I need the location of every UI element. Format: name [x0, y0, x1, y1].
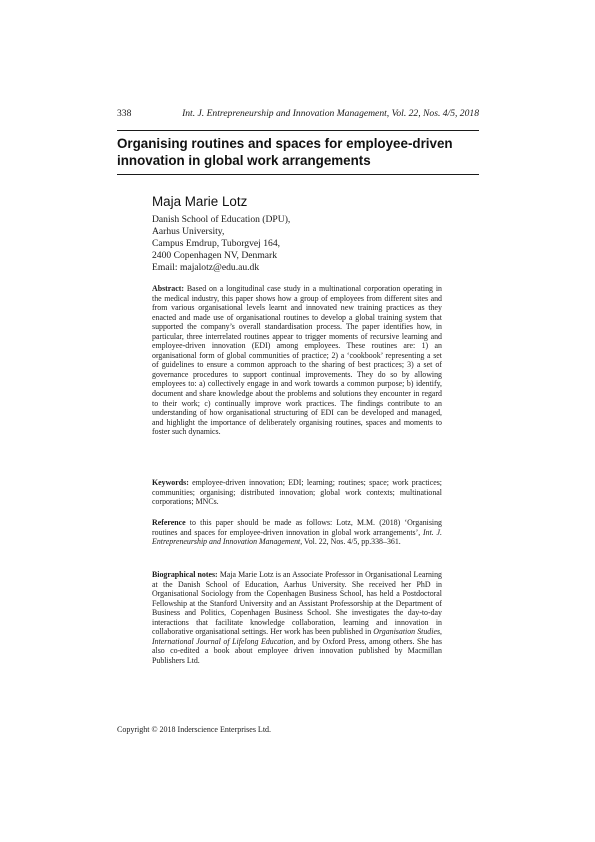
affiliation-line: Danish School of Education (DPU), [152, 214, 291, 225]
abstract [152, 284, 442, 437]
copyright-notice: Copyright © 2018 Inderscience Enterprises Ltd. [117, 725, 272, 734]
bio-journal-2: International Journal of Lifelong Education [152, 636, 294, 646]
keywords-label: Keywords: [152, 478, 189, 487]
reference-details: , Vol. 22, Nos. 4/5, pp.338–361. [300, 537, 401, 547]
bio-separator: , [440, 627, 443, 637]
reference [152, 518, 442, 547]
abstract-label: Abstract: [152, 284, 184, 293]
journal-citation: Int. J. Entrepreneurship and Innovation Management, Vol. 22, Nos. 4/5, 2018 [182, 108, 479, 119]
keywords [152, 478, 442, 507]
affiliation-line: 2400 Copenhagen NV, Denmark [152, 250, 278, 262]
paper-title: Organising routines and spaces for employee-driven innovation in global work arrangements [117, 136, 453, 168]
title-top-rule [117, 130, 479, 131]
title-bottom-rule [117, 174, 479, 175]
bio-label: Biographical notes: [152, 570, 218, 579]
biographical-notes [152, 570, 442, 665]
affiliation-line: Campus Emdrup, Tuborgvej 164, [152, 238, 281, 250]
reference-label: Reference [152, 518, 186, 527]
reference-text: to this paper should be made as follows: Lotz, M.M. (2018) ‘Organising routines and spaces for employee-driven innovation in global work arrangements’, [152, 518, 442, 537]
keywords-text: employee-driven innovation; EDI; learning; routines; space; work practices; communities; organising; distributed innovation; global work contexts; multinational corporations; MNCs. [152, 478, 442, 507]
author-affiliation [152, 214, 482, 274]
author-name: Maja Marie Lotz [152, 194, 248, 209]
bio-text: Maja Marie Lotz is an Associate Professor in Organisational Learning at the Danish School of Education, Aarhus University. She received her PhD in Organisational Sociology from the Copenhagen Business School, has held a Postdoctoral Fellowship at the Stanford University and an Assistant Professorship at the Department of Business and Politics, Copenhagen Business School. She investigates the day-to-day interactions that facilitate knowledge collaboration, learning and innovation in collaborative organisational settings. Her work has been published in [152, 570, 443, 637]
bio-text-end: , and by Oxford Press, among others. She has also co-edited a book about employee driven innovation published by Macmillan Publishers Ltd. [152, 636, 442, 665]
bio-journal-1: Organisation Studies [373, 627, 441, 637]
affiliation-line: Aarhus University, [152, 226, 225, 238]
page-number: 338 [117, 108, 132, 119]
reference-journal: Int. J. Entrepreneurship and Innovation Management [152, 527, 443, 547]
author-email[interactable]: Email: majalotz@edu.au.dk [152, 262, 260, 274]
abstract-text: Based on a longitudinal case study in a multinational corporation operating in the medical industry, this paper shows how a group of employees from different sites and from various organisational levels learnt and innovated new training practices as they enacted and made use of organisational routines to develop a global training system that supported the company’s overall standardisation process. The paper identifies how, in particular, three interrelated routines appear to trigger moments of recursive learning and employee-driven innovation (EDI) among employees. These routines are: 1) an organisational form of global communities of practice; 2) a ‘cookbook’ representing a set of guidelines to ensure a common approach to the sharing of best practices; 3) a set of governance procedures to support continual improvements. They do so by allowing employees to: a) collectively engage in and work towards a common purpose; b) identify, document and share knowledge about the problems and solutions they encounter in regard to their work; c) continually improve work practices. The findings contribute to an understanding of how organisational structuring of EDI can be developed and managed, and highlight the importance of deliberately organising routines, spaces and moments to foster such dynamics. [152, 284, 442, 437]
